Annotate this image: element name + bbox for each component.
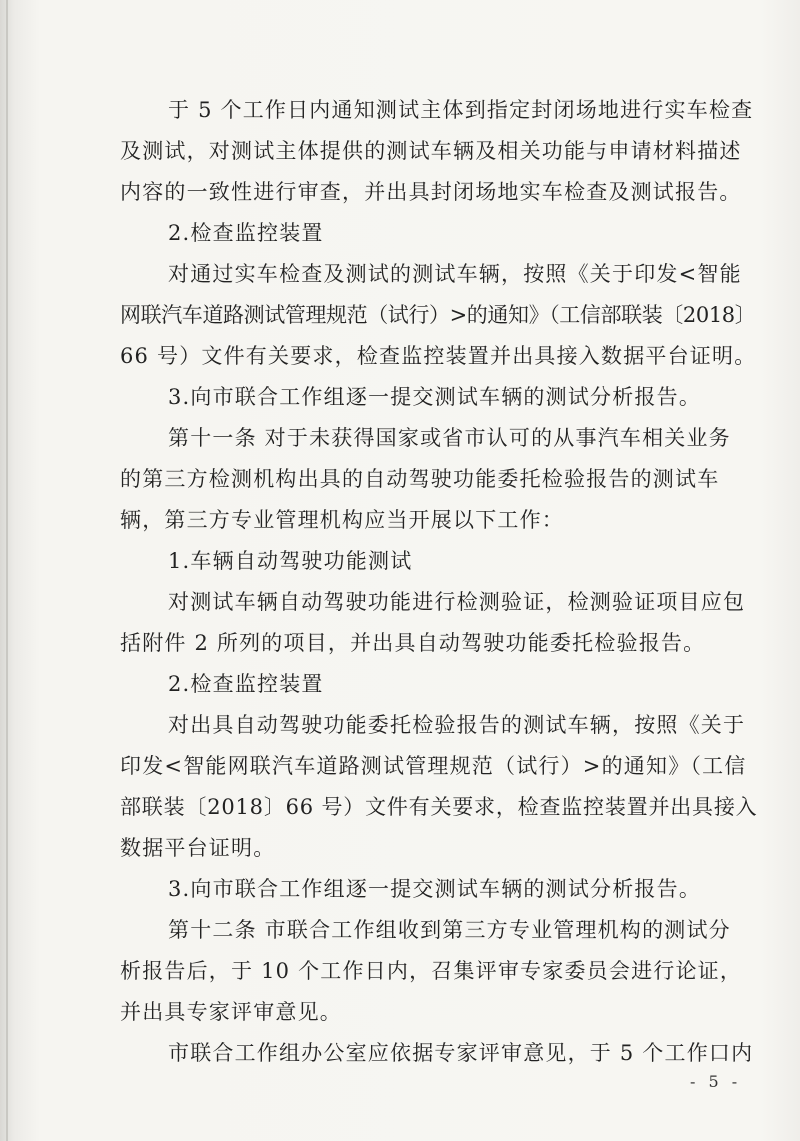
text-line: 市联合工作组办公室应依据专家评审意见，于 5 个工作口内 (168, 1041, 754, 1065)
section-heading: 3.向市联合工作组逐一提交测试车辆的测试分析报告。 (168, 385, 702, 409)
text-line: 内容的一致性进行审查，并出具封闭场地实车检查及测试报告。 (120, 180, 742, 204)
text-line: 并出具专家评审意见。 (120, 1000, 342, 1024)
text-line: 66 号）文件有关要求，检查监控装置并出具接入数据平台证明。 (120, 344, 757, 368)
section-heading: 1.车辆自动驾驶功能测试 (168, 549, 413, 573)
page-number: - 5 - (690, 1072, 742, 1091)
text-line: 于 5 个工作日内通知测试主体到指定封闭场地进行实车检查 (168, 98, 754, 122)
text-line: 对测试车辆自动驾驶功能进行检测验证，检测验证项目应包 (168, 590, 746, 614)
section-heading: 2.检查监控装置 (168, 672, 324, 696)
page-edge-shadow (6, 0, 8, 1141)
text-line: 部联装〔2018〕66 号）文件有关要求，检查监控装置并出具接入 (120, 795, 758, 819)
section-heading: 3.向市联合工作组逐一提交测试车辆的测试分析报告。 (168, 877, 702, 901)
text-line: 析报告后，于 10 个工作日内，召集评审专家委员会进行论证， (120, 959, 743, 983)
text-line: 的第三方检测机构出具的自动驾驶功能委托检验报告的测试车 (120, 467, 720, 491)
text-line: 及测试，对测试主体提供的测试车辆及相关功能与申请材料描述 (120, 139, 742, 163)
section-heading: 2.检查监控装置 (168, 221, 324, 245)
article-line: 第十一条 对于未获得国家或省市认可的从事汽车相关业务 (168, 426, 731, 450)
text-line: 辆，第三方专业管理机构应当开展以下工作： (120, 508, 564, 532)
text-line: 对通过实车检查及测试的测试车辆，按照《关于印发<智能 (168, 262, 742, 286)
article-line: 第十二条 市联合工作组收到第三方专业管理机构的测试分 (168, 918, 731, 942)
text-line: 对出具自动驾驶功能委托检验报告的测试车辆，按照《关于 (168, 713, 746, 737)
text-line: 数据平台证明。 (120, 836, 276, 860)
text-line: 括附件 2 所列的项目，并出具自动驾驶功能委托检验报告。 (120, 631, 706, 655)
text-line: 印发<智能网联汽车道路测试管理规范（试行）>的通知》（工信 (120, 754, 747, 778)
text-line: 网联汽车道路测试管理规范（试行）>的通知》（工信部联装〔2018〕 (120, 303, 756, 327)
